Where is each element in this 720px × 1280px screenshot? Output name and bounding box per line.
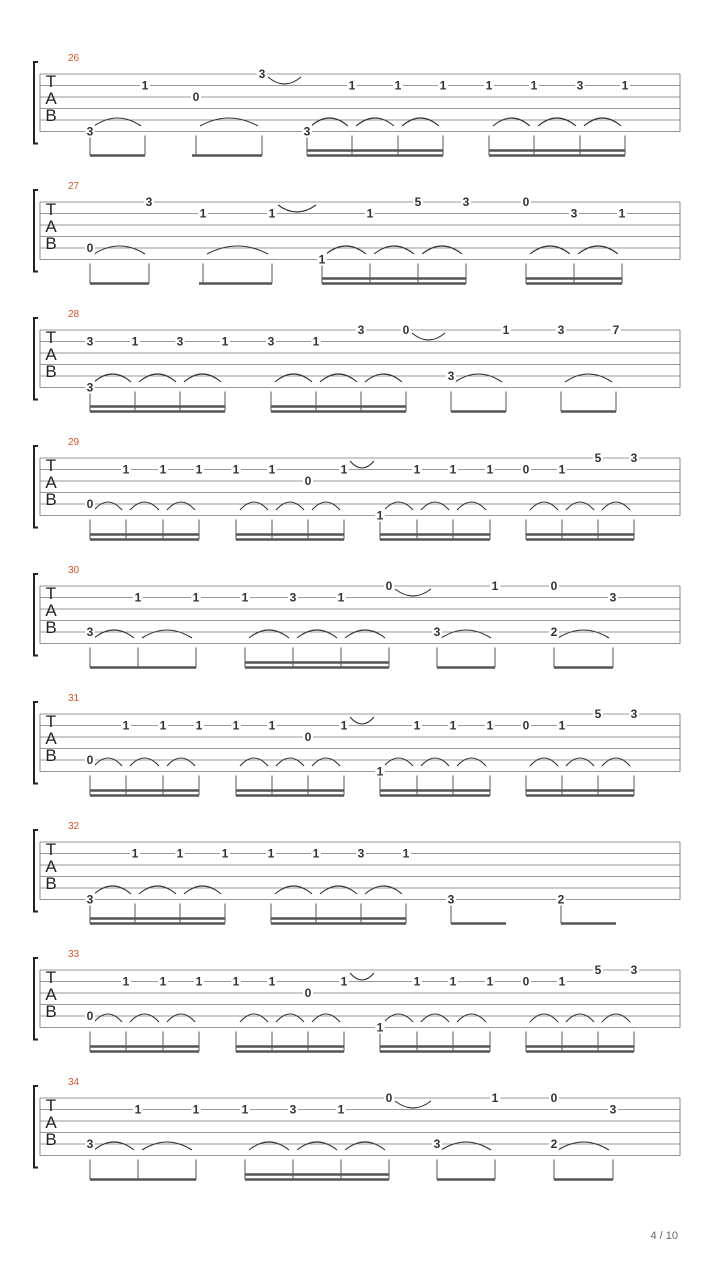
fret-number: 1 <box>558 974 566 989</box>
fret-number: 0 <box>192 90 200 104</box>
fret-number: 1 <box>486 718 494 733</box>
tab-clef-letter: T <box>45 1096 57 1115</box>
slur-arc <box>326 246 366 254</box>
fret-number: 0 <box>402 323 410 337</box>
tab-system <box>34 181 680 284</box>
fret-number: 0 <box>385 579 393 593</box>
fret-number: 1 <box>241 590 249 605</box>
fret-number: 1 <box>312 334 320 349</box>
tab-clef-letter: B <box>45 362 57 381</box>
tab-clef-letter: B <box>45 746 57 765</box>
fret-number: 1 <box>530 78 538 93</box>
fret-number: 5 <box>594 963 602 977</box>
fret-number: 3 <box>86 625 94 639</box>
fret-number: 0 <box>86 241 94 255</box>
fret-number: 1 <box>131 334 139 349</box>
fret-number: 3 <box>447 892 455 907</box>
slur-arc <box>130 758 159 766</box>
tab-clef-letter: T <box>45 72 57 91</box>
tab-system <box>34 437 680 540</box>
slur-arc <box>457 502 486 510</box>
fret-number: 1 <box>159 974 167 989</box>
measure-number: 30 <box>68 565 80 576</box>
tab-system <box>34 309 680 412</box>
fret-number: 1 <box>394 78 402 93</box>
slur-arc <box>94 886 131 894</box>
slur-arc <box>311 118 348 126</box>
fret-number: 1 <box>122 718 130 733</box>
slur-arc <box>240 502 268 510</box>
fret-number: 0 <box>385 1091 393 1105</box>
fret-number: 1 <box>199 206 207 221</box>
slur-arc <box>130 502 159 510</box>
fret-number: 3 <box>576 78 584 93</box>
fret-number: 1 <box>621 78 629 93</box>
slur-arc <box>184 886 221 894</box>
slur-arc <box>94 1142 134 1150</box>
fret-number: 1 <box>159 718 167 733</box>
fret-number: 1 <box>449 718 457 733</box>
slur-arc <box>602 1014 630 1022</box>
tab-clef-letter: B <box>45 490 57 509</box>
system-bracket <box>34 190 38 272</box>
fret-number: 7 <box>612 323 620 337</box>
slur-arc <box>130 1014 159 1022</box>
fret-number: 5 <box>414 195 422 209</box>
fret-number: 1 <box>337 590 345 605</box>
fret-number: 1 <box>232 462 240 477</box>
fret-number: 1 <box>502 323 510 337</box>
slur-arc <box>578 246 618 254</box>
fret-number: 1 <box>268 206 276 221</box>
fret-number: 1 <box>348 78 356 93</box>
fret-number: 0 <box>86 753 94 767</box>
slur-arc <box>493 118 530 126</box>
slur-arc <box>530 758 558 766</box>
slur-arc <box>94 118 141 126</box>
slur-arc <box>142 1142 192 1150</box>
slur-arc <box>167 758 195 766</box>
slur-arc <box>207 246 268 254</box>
slur-arc <box>538 118 576 126</box>
fret-number: 3 <box>557 323 565 337</box>
fret-number: 1 <box>491 579 499 593</box>
slur-arc <box>441 1142 491 1150</box>
slur-arc <box>276 758 304 766</box>
fret-number: 1 <box>413 718 421 733</box>
fret-number: 3 <box>258 67 266 81</box>
fret-number: 1 <box>340 974 348 989</box>
fret-number: 1 <box>268 462 276 477</box>
fret-number: 0 <box>304 730 312 744</box>
fret-number: 0 <box>550 1091 558 1105</box>
slur-arc <box>275 886 312 894</box>
tab-clef-letter: T <box>45 328 57 347</box>
slur-arc <box>139 374 176 382</box>
slur-arc <box>421 758 449 766</box>
slur-arc <box>184 374 221 382</box>
fret-number: 0 <box>86 497 94 511</box>
tab-clef-letter: T <box>45 968 57 987</box>
fret-number: 1 <box>376 1020 384 1035</box>
fret-number: 1 <box>558 462 566 477</box>
slur-arc <box>530 246 570 254</box>
fret-number: 1 <box>491 1091 499 1105</box>
slur-arc <box>139 886 176 894</box>
slur-arc <box>94 502 122 510</box>
fret-number: 1 <box>267 846 275 861</box>
slur-arc <box>455 374 502 382</box>
fret-number: 3 <box>462 195 470 209</box>
tab-clef-letter: A <box>45 345 57 364</box>
measure-number: 33 <box>68 949 80 960</box>
fret-number: 1 <box>376 508 384 523</box>
measure-number: 31 <box>68 693 80 704</box>
fret-number: 0 <box>522 974 530 989</box>
fret-number: 1 <box>195 718 203 733</box>
fret-number: 1 <box>486 974 494 989</box>
fret-number: 1 <box>221 846 229 861</box>
tab-clef-letter: A <box>45 985 57 1004</box>
fret-number: 3 <box>267 334 275 349</box>
slur-arc <box>602 758 630 766</box>
slur-arc <box>558 1142 609 1150</box>
fret-number: 3 <box>86 124 94 139</box>
fret-number: 2 <box>550 625 558 639</box>
fret-number: 3 <box>86 892 94 907</box>
slur-arc <box>565 374 612 382</box>
fret-number: 1 <box>485 78 493 93</box>
fret-number: 1 <box>439 78 447 93</box>
slur-arc <box>566 502 594 510</box>
slur-arc <box>94 374 131 382</box>
fret-number: 2 <box>557 892 565 907</box>
tab-system <box>34 693 680 796</box>
fret-number: 1 <box>558 718 566 733</box>
slur-arc <box>441 630 491 638</box>
tab-clef-letter: T <box>45 456 57 475</box>
fret-number: 5 <box>594 707 602 721</box>
tab-clef-letter: B <box>45 1002 57 1021</box>
fret-number: 0 <box>304 474 312 488</box>
slur-arc <box>384 502 413 510</box>
fret-number: 1 <box>413 462 421 477</box>
system-bracket <box>34 958 38 1040</box>
tab-clef-letter: B <box>45 1130 57 1149</box>
slur-arc <box>249 1142 289 1150</box>
fret-number: 3 <box>86 380 94 395</box>
slur-arc <box>566 758 594 766</box>
system-bracket <box>34 318 38 400</box>
fret-number: 1 <box>192 590 200 605</box>
system-bracket <box>34 830 38 912</box>
fret-number: 1 <box>618 206 626 221</box>
slur-arc <box>240 758 268 766</box>
fret-number: 1 <box>221 334 229 349</box>
slur-arc <box>584 118 621 126</box>
measure-number: 34 <box>68 1077 80 1088</box>
fret-number: 1 <box>195 974 203 989</box>
fret-number: 1 <box>176 846 184 861</box>
tie-arc <box>350 461 374 468</box>
slur-arc <box>365 886 402 894</box>
slur-arc <box>276 1014 304 1022</box>
fret-number: 3 <box>447 369 455 383</box>
fret-number: 0 <box>522 718 530 733</box>
system-bracket <box>34 1086 38 1168</box>
system-bracket <box>34 574 38 656</box>
slur-arc <box>457 758 486 766</box>
slur-arc <box>142 630 192 638</box>
slur-arc <box>566 1014 594 1022</box>
tab-clef-letter: B <box>45 618 57 637</box>
tie-arc <box>412 333 445 340</box>
fret-number: 3 <box>176 334 184 349</box>
fret-number: 1 <box>134 590 142 605</box>
slur-arc <box>421 1014 449 1022</box>
fret-number: 1 <box>312 846 320 861</box>
tab-clef-letter: T <box>45 584 57 603</box>
fret-number: 1 <box>232 974 240 989</box>
tab-system <box>34 53 680 156</box>
slur-arc <box>276 502 304 510</box>
fret-number: 1 <box>241 1102 249 1117</box>
fret-number: 1 <box>232 718 240 733</box>
fret-number: 1 <box>340 462 348 477</box>
tab-clef-letter: A <box>45 729 57 748</box>
slur-arc <box>421 502 449 510</box>
fret-number: 1 <box>366 206 374 221</box>
slur-arc <box>384 758 413 766</box>
fret-number: 3 <box>630 707 638 721</box>
slur-arc <box>320 374 357 382</box>
tab-clef-letter: B <box>45 874 57 893</box>
tab-clef-letter: A <box>45 217 57 236</box>
slur-arc <box>94 1014 122 1022</box>
tab-system <box>34 565 680 668</box>
fret-number: 0 <box>304 986 312 1000</box>
fret-number: 1 <box>413 974 421 989</box>
fret-number: 1 <box>318 252 326 267</box>
fret-number: 3 <box>609 1102 617 1117</box>
fret-number: 1 <box>268 718 276 733</box>
measure-number: 32 <box>68 821 80 832</box>
fret-number: 1 <box>159 462 167 477</box>
fret-number: 3 <box>630 451 638 465</box>
tie-arc <box>350 717 374 724</box>
slur-arc <box>297 1142 337 1150</box>
fret-number: 1 <box>449 974 457 989</box>
slur-arc <box>167 1014 195 1022</box>
fret-number: 3 <box>303 124 311 139</box>
fret-number: 0 <box>86 1009 94 1023</box>
slur-arc <box>558 630 609 638</box>
fret-number: 1 <box>192 1102 200 1117</box>
slur-arc <box>457 1014 486 1022</box>
fret-number: 1 <box>268 974 276 989</box>
fret-number: 1 <box>141 78 149 93</box>
tab-clef-letter: T <box>45 840 57 859</box>
slur-arc <box>356 118 394 126</box>
slur-arc <box>312 1014 340 1022</box>
fret-number: 0 <box>550 579 558 593</box>
slur-arc <box>402 118 439 126</box>
fret-number: 5 <box>594 451 602 465</box>
tab-clef-letter: A <box>45 601 57 620</box>
slur-arc <box>297 630 337 638</box>
tab-clef-letter: T <box>45 200 57 219</box>
slur-arc <box>345 1142 385 1150</box>
slur-arc <box>249 630 289 638</box>
fret-number: 1 <box>376 764 384 779</box>
slur-arc <box>530 1014 558 1022</box>
tab-clef-letter: B <box>45 106 57 125</box>
fret-number: 3 <box>433 1137 441 1151</box>
fret-number: 0 <box>522 195 530 209</box>
tab-clef-letter: A <box>45 89 57 108</box>
slur-arc <box>240 1014 268 1022</box>
fret-number: 3 <box>145 195 153 209</box>
fret-number: 1 <box>486 462 494 477</box>
slur-arc <box>312 758 340 766</box>
slur-arc <box>167 502 195 510</box>
fret-number: 1 <box>337 1102 345 1117</box>
tab-clef-letter: T <box>45 712 57 731</box>
tie-arc <box>350 973 374 980</box>
tab-clef-letter: A <box>45 857 57 876</box>
system-bracket <box>34 702 38 784</box>
slur-arc <box>365 374 402 382</box>
slur-arc <box>530 502 558 510</box>
measure-number: 28 <box>68 309 80 320</box>
slur-arc <box>94 630 134 638</box>
fret-number: 1 <box>122 462 130 477</box>
slur-arc <box>602 502 630 510</box>
fret-number: 3 <box>570 206 578 221</box>
slur-arc <box>345 630 385 638</box>
tab-system <box>34 949 680 1052</box>
fret-number: 3 <box>357 846 365 861</box>
slur-arc <box>275 374 312 382</box>
tab-system <box>34 1077 680 1180</box>
system-bracket <box>34 446 38 528</box>
slur-arc <box>312 502 340 510</box>
fret-number: 3 <box>86 1137 94 1151</box>
tie-arc <box>278 205 316 212</box>
tie-arc <box>395 589 431 596</box>
fret-number: 1 <box>131 846 139 861</box>
tab-clef-letter: A <box>45 1113 57 1132</box>
fret-number: 3 <box>86 334 94 349</box>
slur-arc <box>374 246 414 254</box>
fret-number: 1 <box>134 1102 142 1117</box>
page-number: 4 / 10 <box>650 1230 678 1242</box>
fret-number: 0 <box>522 462 530 477</box>
measure-number: 29 <box>68 437 80 448</box>
fret-number: 1 <box>122 974 130 989</box>
fret-number: 3 <box>289 590 297 605</box>
fret-number: 1 <box>340 718 348 733</box>
slur-arc <box>94 246 145 254</box>
tab-system <box>34 821 680 924</box>
tie-arc <box>268 77 301 84</box>
fret-number: 1 <box>402 846 410 861</box>
fret-number: 2 <box>550 1137 558 1151</box>
fret-number: 3 <box>433 625 441 639</box>
system-bracket <box>34 62 38 144</box>
slur-arc <box>200 118 258 126</box>
fret-number: 3 <box>357 323 365 337</box>
fret-number: 1 <box>449 462 457 477</box>
fret-number: 1 <box>195 462 203 477</box>
tab-clef-letter: B <box>45 234 57 253</box>
slur-arc <box>320 886 357 894</box>
fret-number: 3 <box>630 963 638 977</box>
slur-arc <box>94 758 122 766</box>
measure-number: 27 <box>68 181 80 192</box>
tab-clef-letter: A <box>45 473 57 492</box>
fret-number: 3 <box>609 590 617 605</box>
tie-arc <box>395 1101 431 1108</box>
slur-arc <box>384 1014 413 1022</box>
slur-arc <box>422 246 462 254</box>
measure-number: 26 <box>68 53 80 64</box>
fret-number: 3 <box>289 1102 297 1117</box>
